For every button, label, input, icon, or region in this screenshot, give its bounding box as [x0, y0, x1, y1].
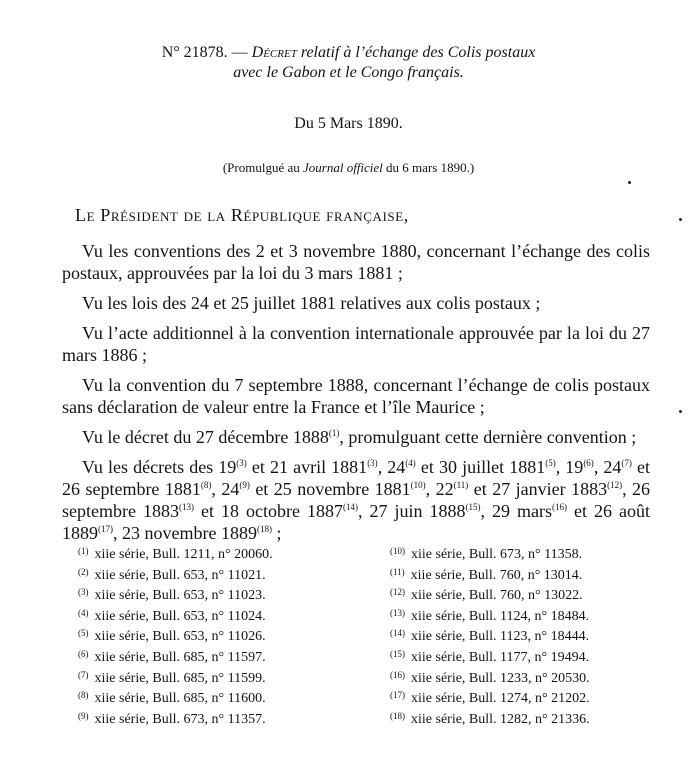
- footnote-mark: (4): [78, 607, 89, 618]
- footnote-8: [78, 687, 273, 708]
- paragraph-text: , 27 juin 1888: [357, 501, 466, 521]
- footnote-10: [390, 543, 590, 564]
- footnote-mark: (14): [390, 628, 405, 639]
- decree-title: relatif à l’échange des Colis postaux: [296, 44, 536, 61]
- paragraph-lois-1881: Vu les lois des 24 et 25 juillet 1881 relatives aux colis postaux ;: [82, 293, 541, 313]
- paragraph-text: et 25 novembre 1881: [249, 479, 411, 499]
- paragraph-text: , 22: [425, 479, 454, 499]
- paragraph-convention-1888: Vu la convention du 7 septembre 1888, concernant l’échange de colis postaux sans déclaration de valeur entre la France et l’île Maurice ;: [62, 375, 650, 417]
- footnote-text: xiie série, Bull. 685, n° 11599.: [94, 670, 266, 686]
- footnote-text: xiie série, Bull. 760, n° 13014.: [410, 567, 583, 583]
- footnote-18: [390, 708, 590, 729]
- footnote-9: [78, 708, 273, 729]
- paragraph-text: et 27 janvier 1883: [468, 479, 608, 499]
- footnote-14: [390, 625, 590, 646]
- footnote-ref: (12): [607, 480, 623, 490]
- decree-number: N° 21878.: [161, 44, 228, 61]
- footnote-4: [78, 605, 273, 626]
- footnote-mark: (8): [78, 690, 89, 701]
- footnote-ref: (4): [405, 458, 416, 468]
- footnote-3: [78, 584, 273, 605]
- footnote-ref: (9): [239, 480, 250, 490]
- footnote-ref: (10): [410, 480, 426, 490]
- paragraph-text: , 23 novembre 1889: [113, 523, 257, 543]
- footnote-ref: (11): [453, 480, 469, 490]
- footnote-text: xiie série, Bull. 1123, n° 18444.: [411, 629, 590, 645]
- footnote-16: [390, 667, 590, 688]
- footnotes-left-column: [78, 543, 273, 728]
- footnote-text: xiie série, Bull. 653, n° 11024.: [94, 608, 266, 624]
- footnotes-right-column: [390, 543, 590, 728]
- footnote-ref: (14): [342, 502, 358, 512]
- paragraph-text: , 24: [377, 457, 406, 477]
- footnote-mark: (10): [390, 546, 405, 556]
- footnote-5: [78, 625, 273, 646]
- paragraph-decret-1888: [62, 426, 650, 448]
- paragraph-text: et 21 avril 1881: [246, 457, 368, 477]
- footnote-ref: (15): [465, 502, 481, 512]
- footnote-ref: (1): [328, 428, 340, 438]
- footnote-mark: (2): [78, 566, 89, 577]
- paragraph-text: , 26 septembre 1883: [62, 479, 651, 521]
- paragraph-text: et 18 octobre 1887: [193, 501, 343, 521]
- footnote-ref: (6): [583, 458, 594, 468]
- footnote-mark: (6): [78, 648, 89, 659]
- journal-name: Journal officiel: [303, 160, 383, 175]
- footnote-mark: (1): [78, 546, 89, 556]
- decree-heading-line-2: [0, 63, 697, 83]
- footnote-text: xiie série, Bull. 1124, n° 18484.: [411, 608, 590, 624]
- footnote-mark: (9): [78, 710, 89, 721]
- footnote-text: xiie série, Bull. 653, n° 11021.: [94, 567, 266, 583]
- decree-date: Du 5 Mars 1890.: [294, 115, 403, 132]
- paragraph-text: , 24: [211, 479, 240, 499]
- scan-speck: [679, 218, 682, 221]
- paragraph-text: ;: [271, 523, 282, 543]
- footnote-6: [78, 646, 273, 667]
- paragraph-text: Vu le décret du 27 décembre 1888: [82, 427, 329, 447]
- promulgation-close: du 6 mars 1890.): [382, 160, 475, 175]
- footnote-ref: (18): [256, 524, 272, 534]
- promulgation-open: (Promulgué au: [222, 160, 303, 175]
- footnote-ref: (16): [552, 502, 567, 512]
- footnote-ref: (8): [200, 480, 212, 490]
- footnote-2: [78, 564, 273, 585]
- footnote-17: [390, 687, 590, 708]
- paragraph-text: et 26 août 1889: [62, 501, 650, 543]
- footnote-text: xiie série, Bull. 673, n° 11358.: [411, 547, 583, 562]
- footnote-15: [390, 646, 590, 667]
- footnote-ref: (3): [236, 458, 247, 468]
- footnote-text: xiie série, Bull. 685, n° 11597.: [94, 649, 266, 665]
- footnote-text: xiie série, Bull. 1177, n° 19494.: [411, 649, 590, 665]
- scan-speck: [679, 410, 682, 413]
- footnote-text: xiie série, Bull. 1211, n° 20060.: [94, 547, 273, 562]
- paragraph-acte-additionnel: Vu l’acte additionnel à la convention internationale approuvée par la loi du 27 mars 1886 ;: [62, 323, 650, 365]
- paragraph-text: , 19: [555, 457, 584, 477]
- footnote-mark: (13): [390, 607, 405, 618]
- footnote-mark: (7): [78, 669, 89, 680]
- footnote-11: [390, 564, 590, 585]
- footnote-text: xiie série, Bull. 653, n° 11023.: [94, 588, 266, 604]
- footnote-mark: (12): [390, 587, 405, 598]
- footnote-ref: (13): [178, 502, 194, 512]
- footnote-mark: (5): [78, 628, 89, 639]
- footnote-13: [390, 605, 590, 626]
- footnote-ref: (3): [367, 458, 378, 468]
- footnote-mark: (17): [390, 690, 405, 701]
- footnote-ref: (17): [98, 524, 113, 534]
- footnote-text: xiie série, Bull. 1282, n° 21336.: [411, 711, 590, 727]
- footnote-mark: (18): [390, 710, 405, 721]
- footnote-1: [78, 543, 273, 564]
- footnote-text: xiie série, Bull. 673, n° 11357.: [94, 711, 266, 727]
- footnote-text: xiie série, Bull. 685, n° 11600.: [94, 691, 266, 707]
- footnote-12: [390, 584, 590, 605]
- footnote-text: xiie série, Bull. 1233, n° 20530.: [411, 670, 590, 686]
- decree-body: [62, 240, 650, 552]
- decree-label: Décret: [251, 44, 297, 61]
- paragraph-text: et 30 juillet 1881: [415, 457, 546, 477]
- footnote-mark: (11): [390, 566, 405, 577]
- scan-speck: [628, 181, 631, 184]
- footnote-7: [78, 667, 273, 688]
- paragraph-decrets-list: [62, 456, 650, 544]
- heading-dash: —: [227, 44, 252, 61]
- paragraph-conventions-1880: Vu les conventions des 2 et 3 novembre 1880, concernant l’échange des colis postaux, approuvées par la loi du 3 mars 1881 ;: [62, 241, 650, 283]
- paragraph-text: Vu les décrets des 19: [82, 457, 237, 477]
- footnote-mark: (16): [390, 669, 405, 680]
- decree-title-line-2: avec le Gabon et le Congo français.: [233, 64, 464, 81]
- footnote-ref: (5): [545, 458, 556, 468]
- paragraph-text: et 26 septembre 1881: [62, 457, 651, 499]
- paragraph-text: , 29 mars: [480, 501, 552, 521]
- promulgation-note: [0, 160, 697, 176]
- paragraph-text: , 24: [593, 457, 622, 477]
- footnote-mark: (3): [78, 587, 89, 598]
- decree-heading-line-1: [0, 43, 697, 63]
- paragraph-text: , promulguant cette dernière convention ;: [339, 427, 637, 447]
- footnote-text: xiie série, Bull. 1274, n° 21202.: [411, 691, 590, 707]
- footnote-ref: (7): [621, 458, 632, 468]
- footnote-text: xiie série, Bull. 653, n° 11026.: [94, 629, 266, 645]
- president-heading: Le Président de la République française,: [75, 205, 409, 225]
- footnote-mark: (15): [390, 648, 405, 659]
- footnote-text: xiie série, Bull. 760, n° 13022.: [411, 588, 583, 604]
